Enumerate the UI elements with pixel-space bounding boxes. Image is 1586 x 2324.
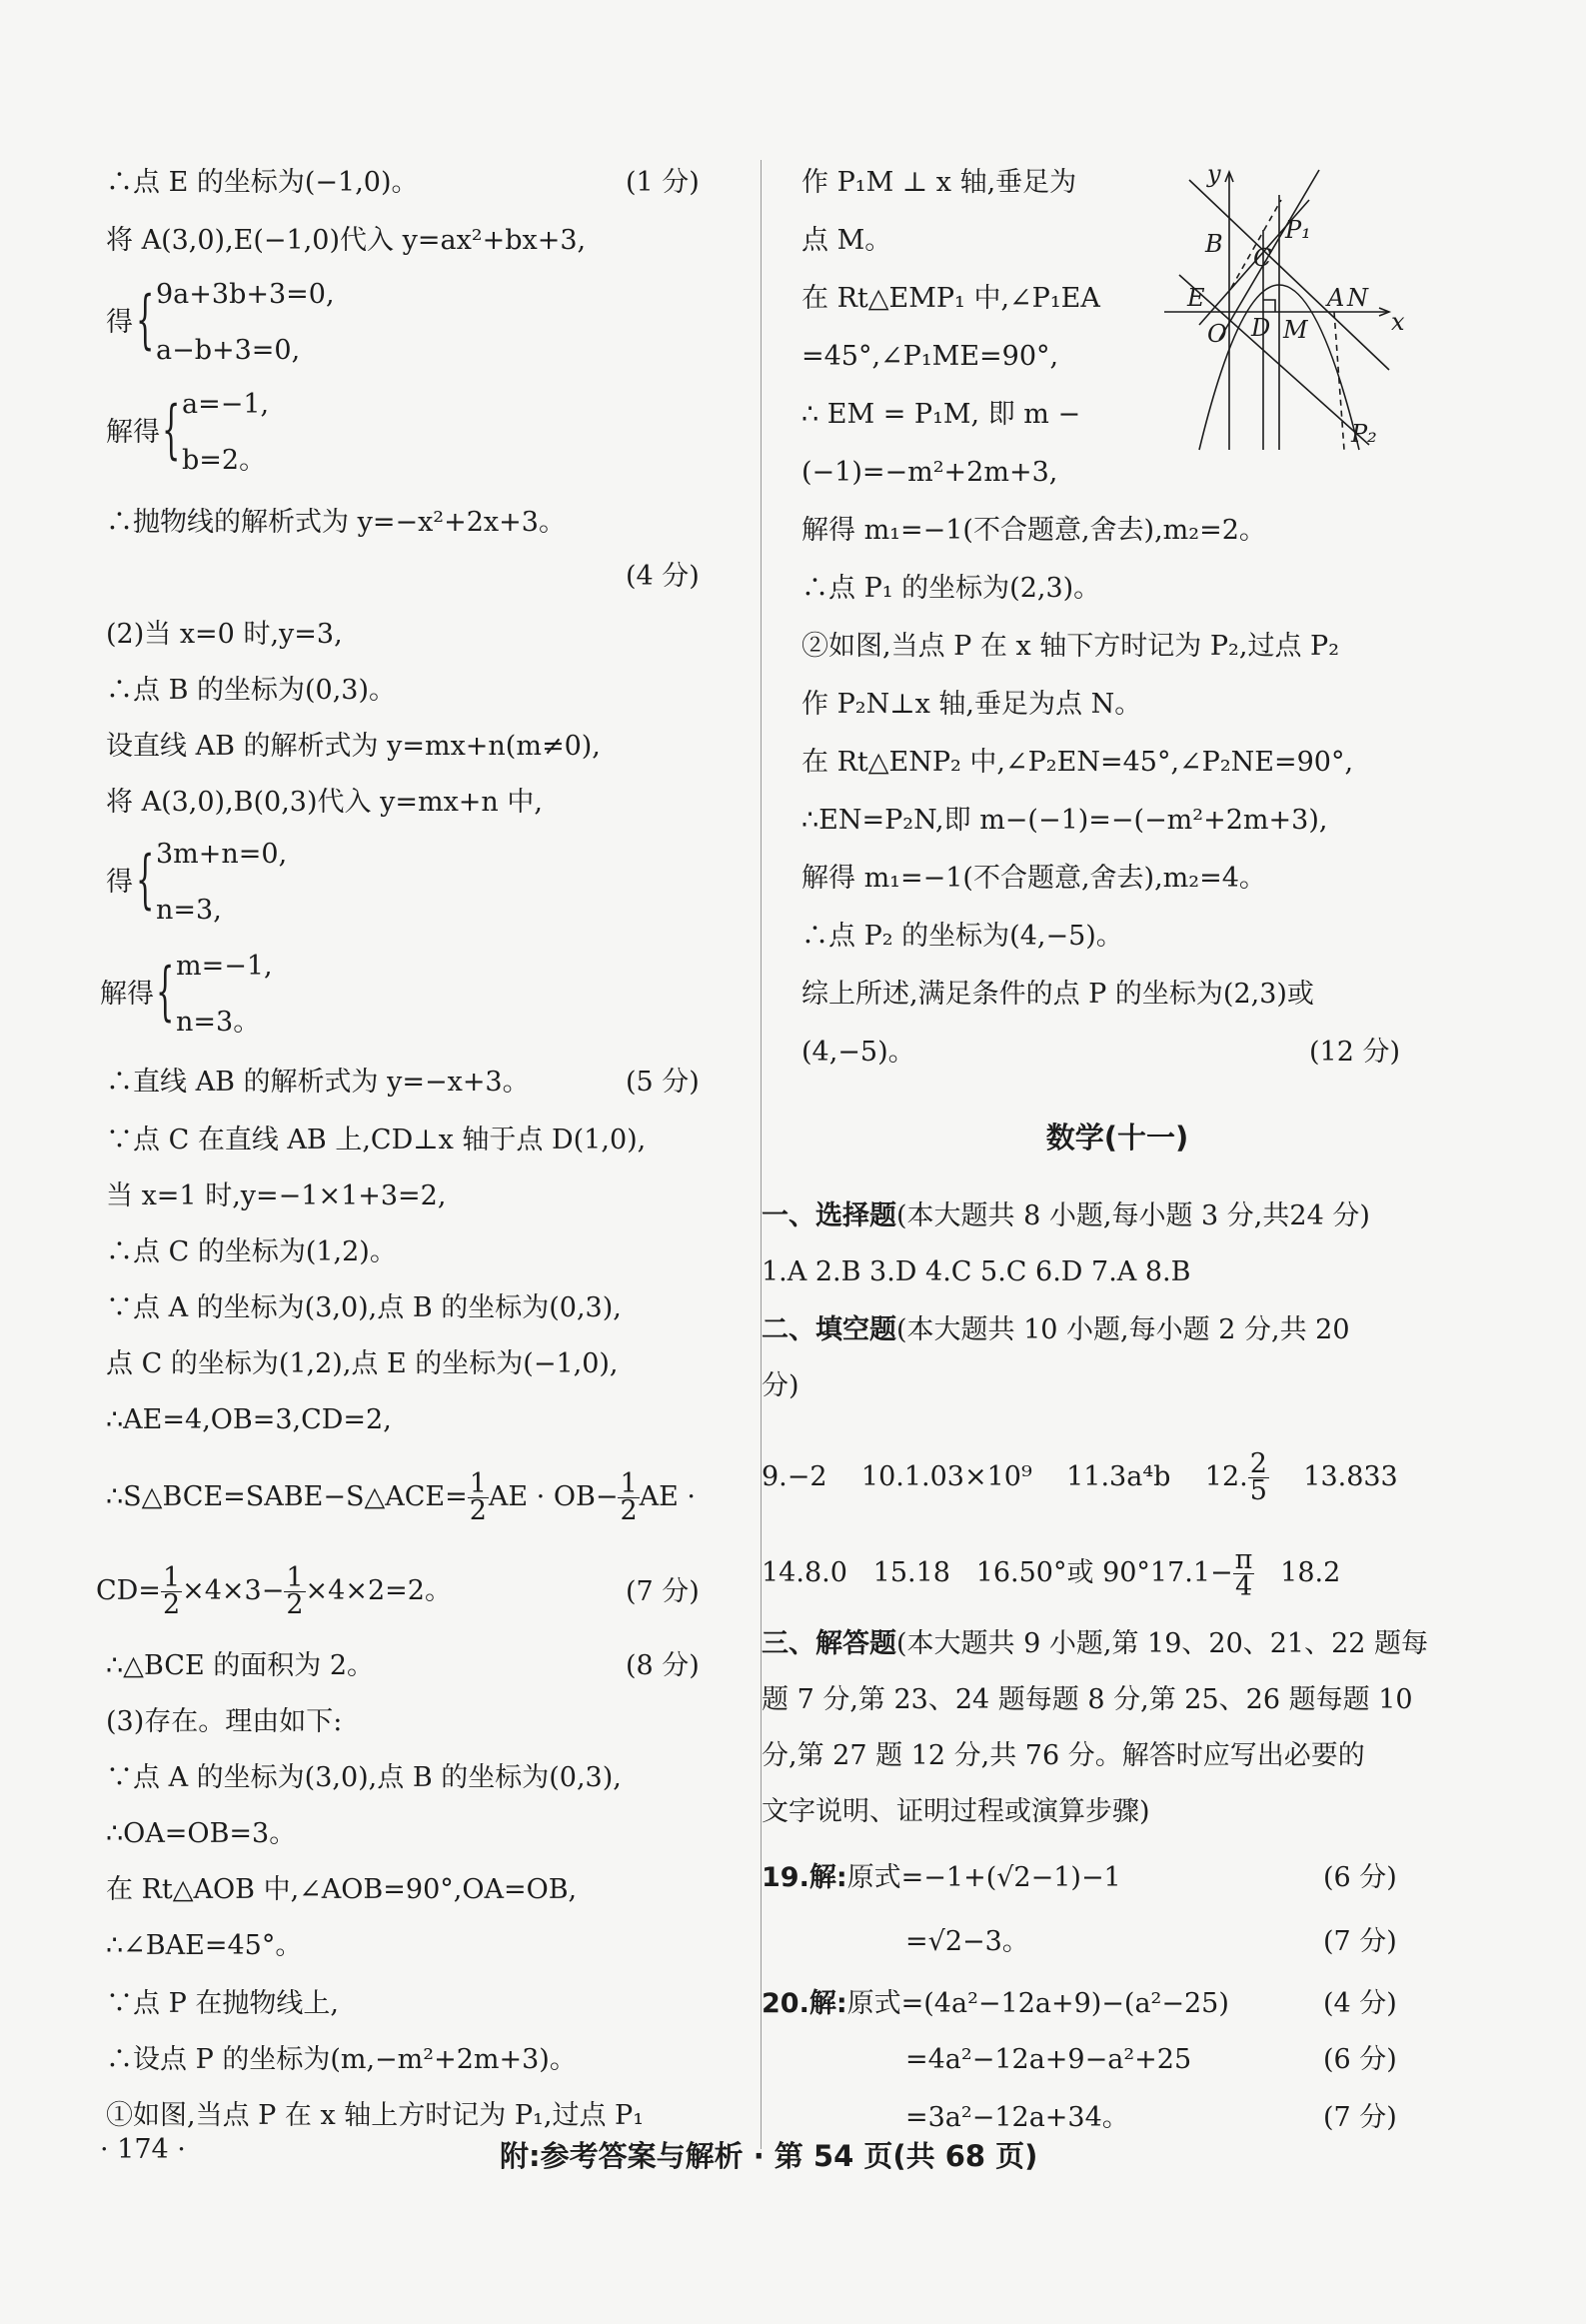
score-mark: (7 分) (1323, 2102, 1397, 2133)
text-line: 解得 m₁=−1(不合题意,舍去),m₂=2。 (801, 515, 1266, 546)
solution-line: =4a²−12a+9−a²+25 (905, 2044, 1192, 2075)
section-heading: 数学(十一) (1045, 1121, 1189, 1155)
label-m: M (1283, 316, 1308, 344)
equation: 9a+3b+3=0, (156, 279, 335, 310)
question-header: 三、解答题(本大题共 9 小题,第 19、20、21、22 题每 (762, 1628, 1429, 1659)
label-o: O (1207, 320, 1227, 348)
text-line: ∴点 B 的坐标为(0,3)。 (106, 675, 397, 706)
text-line: ∴设点 P 的坐标为(m,−m²+2m+3)。 (106, 2044, 577, 2075)
fraction: $\frac{1}{2}$ (286, 1562, 304, 1620)
score-mark: (6 分) (1323, 1862, 1397, 1893)
text-line: 题 7 分,第 23、24 题每题 8 分,第 25、26 题每题 10 (762, 1684, 1413, 1715)
text-line: ∴点 P₂ 的坐标为(4,−5)。 (801, 921, 1123, 952)
equation: n=3, (156, 895, 222, 926)
text-line: 将 A(3,0),E(−1,0)代入 y=ax²+bx+3, (106, 225, 587, 256)
formula-part: AE · (639, 1481, 697, 1512)
formula-part: CD= (96, 1575, 161, 1606)
formula-line (106, 1468, 697, 1526)
answer-row: 14.8.0 15.18 16.50°或 90°17.1− $\frac{\pi}{4}$ 18.2 (762, 1544, 1341, 1602)
text-line: ①如图,当点 P 在 x 轴上方时记为 P₁,过点 P₁ (106, 2100, 645, 2131)
text-line: (−1)=−m²+2m+3, (801, 457, 1058, 488)
label-c: C (1253, 244, 1272, 272)
page-number: · 174 · (100, 2134, 186, 2165)
text-line: 文字说明、证明过程或演算步骤) (762, 1796, 1150, 1827)
equation: n=3。 (176, 1007, 261, 1038)
label-p1: P₁ (1285, 216, 1311, 244)
fraction: $\frac{\pi}{4}$ (1234, 1544, 1253, 1602)
text-line: ∴AE=4,OB=3,CD=2, (106, 1404, 392, 1435)
score-mark: (5 分) (626, 1067, 700, 1098)
text-line: ∵点 A 的坐标为(3,0),点 B 的坐标为(0,3), (106, 1762, 622, 1793)
text-line: ∵点 C 在直线 AB 上,CD⊥x 轴于点 D(1,0), (106, 1125, 647, 1156)
right-angle-mark (1263, 300, 1275, 312)
score-mark: (7 分) (1323, 1926, 1397, 1957)
label-d: D (1251, 314, 1271, 342)
text-line: ∴直线 AB 的解析式为 y=−x+3。 (106, 1067, 530, 1098)
text-line: ∴∠BAE=45°。 (106, 1930, 303, 1961)
formula-part: ×4×2=2。 (305, 1575, 452, 1606)
text-line: 在 Rt△EMP₁ 中,∠P₁EA (801, 283, 1100, 314)
text-line: 当 x=1 时,y=−1×1+3=2, (106, 1180, 447, 1211)
equation: a=−1, (182, 389, 270, 420)
text-line: ∴ EM = P₁M, 即 m − (801, 399, 1081, 430)
score-mark: (12 分) (1309, 1037, 1401, 1068)
fraction: $\frac{1}{2}$ (620, 1468, 638, 1526)
system-label: 解得 (100, 979, 154, 1010)
system-label: 得 (106, 307, 133, 338)
text-line: ∴EN=P₂N,即 m−(−1)=−(−m²+2m+3), (801, 805, 1328, 836)
text-line: 分) (762, 1370, 799, 1401)
text-line: 分,第 27 题 12 分,共 76 分。解答时应写出必要的 (762, 1740, 1365, 1771)
brace: { (136, 283, 155, 357)
text-line: ∵点 A 的坐标为(3,0),点 B 的坐标为(0,3), (106, 1292, 622, 1323)
fraction: $\frac{1}{2}$ (469, 1468, 487, 1526)
label-a: A (1327, 284, 1345, 312)
text-line: ∴点 E 的坐标为(−1,0)。 (106, 167, 419, 198)
text-line: ∴点 C 的坐标为(1,2)。 (106, 1236, 397, 1267)
score-mark: (1 分) (626, 167, 700, 198)
equation: b=2。 (182, 445, 267, 476)
text-line: 作 P₂N⊥x 轴,垂足为点 N。 (801, 689, 1142, 720)
label-e: E (1187, 284, 1205, 312)
label-b: B (1205, 230, 1223, 258)
line-p2n (1334, 312, 1344, 450)
text-line: (3)存在。理由如下: (106, 1706, 343, 1737)
fraction: $\frac{1}{2}$ (162, 1562, 181, 1620)
score-mark: (4 分) (1323, 1988, 1397, 2019)
text-line: =45°,∠P₁ME=90°, (801, 341, 1059, 372)
brace: { (156, 955, 175, 1029)
score-mark: (7 分) (626, 1576, 700, 1607)
solution-line: =3a²−12a+34。 (905, 2102, 1129, 2133)
formula-part: AE · OB− (488, 1481, 619, 1512)
text-line: 在 Rt△AOB 中,∠AOB=90°,OA=OB, (106, 1874, 578, 1905)
question-header: 一、选择题(本大题共 8 小题,每小题 3 分,共24 分) (762, 1200, 1370, 1231)
system-label: 得 (106, 867, 133, 898)
equation: 3m+n=0, (156, 839, 288, 870)
text-line: ∵点 P 在抛物线上, (106, 1988, 339, 2019)
text-line: 点 C 的坐标为(1,2),点 E 的坐标为(−1,0), (106, 1348, 619, 1379)
label-n: N (1347, 284, 1368, 312)
text-line: 综上所述,满足条件的点 P 的坐标为(2,3)或 (801, 979, 1314, 1010)
text-line: 将 A(3,0),B(0,3)代入 y=mx+n 中, (106, 787, 543, 818)
brace: { (136, 843, 155, 917)
equation: a−b+3=0, (156, 335, 301, 366)
score-mark: (6 分) (1323, 2044, 1397, 2075)
text-line: 作 P₁M ⊥ x 轴,垂足为 (801, 167, 1077, 198)
text-line: ②如图,当点 P 在 x 轴下方时记为 P₂,过点 P₂ (801, 631, 1340, 662)
formula-part: ∴S△BCE=SABE−S△ACE= (106, 1481, 468, 1512)
x-label: x (1391, 308, 1405, 336)
answer-row: 9.−2 10.1.03×10⁹ 11.3a⁴b 12. $\frac{2}{5}$ 13.833 (762, 1448, 1398, 1506)
y-label: y (1207, 160, 1221, 188)
text-line: ∴抛物线的解析式为 y=−x²+2x+3。 (106, 507, 566, 538)
text-line: ∴OA=OB=3。 (106, 1818, 297, 1849)
parabola-figure (1159, 160, 1409, 460)
text-line: 设直线 AB 的解析式为 y=mx+n(m≠0), (106, 731, 601, 762)
text-line: 点 M。 (801, 225, 892, 256)
text-line: ∴点 P₁ 的坐标为(2,3)。 (801, 573, 1101, 604)
label-p2: P₂ (1351, 420, 1377, 448)
text-line: (4,−5)。 (801, 1037, 915, 1068)
solution-line: 20.解:原式=(4a²−12a+9)−(a²−25) (762, 1988, 1229, 2019)
text-line: ∴△BCE 的面积为 2。 (106, 1650, 374, 1681)
system-label: 解得 (106, 417, 160, 448)
answer-row: 1.A 2.B 3.D 4.C 5.C 6.D 7.A 8.B (762, 1256, 1191, 1287)
equation: m=−1, (176, 951, 273, 982)
fraction: $\frac{2}{5}$ (1249, 1448, 1267, 1506)
score-mark: (8 分) (626, 1650, 700, 1681)
text-line: 在 Rt△ENP₂ 中,∠P₂EN=45°,∠P₂NE=90°, (801, 747, 1354, 778)
solution-line: 19.解:原式=−1+(√2−1)−1 (762, 1862, 1121, 1893)
score-mark: (4 分) (626, 561, 700, 592)
text-line: 解得 m₁=−1(不合题意,舍去),m₂=4。 (801, 863, 1266, 894)
formula-line (96, 1562, 452, 1620)
solution-line: =√2−3。 (905, 1926, 1029, 1957)
text-line: (2)当 x=0 时,y=3, (106, 619, 343, 650)
footer-title: 附:参考答案与解析 · 第 54 页(共 68 页) (500, 2139, 1038, 2173)
brace: { (162, 393, 181, 467)
question-header: 二、填空题(本大题共 10 小题,每小题 2 分,共 20 (762, 1314, 1350, 1345)
formula-part: ×4×3− (182, 1575, 285, 1606)
